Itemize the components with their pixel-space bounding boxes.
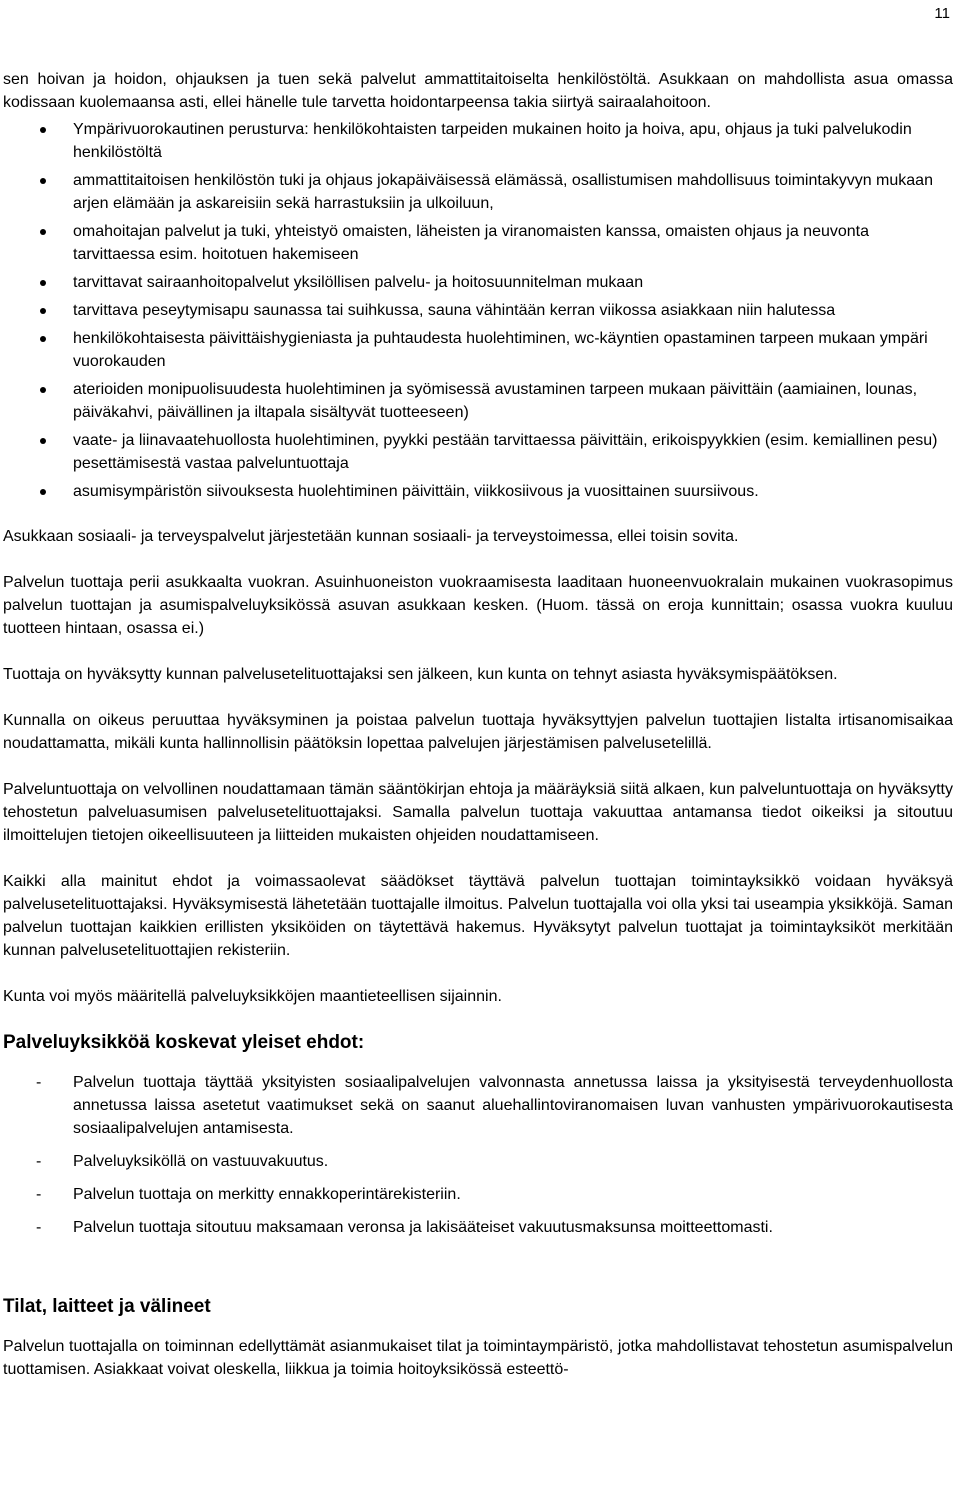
paragraph-revocation: Kunnalla on oikeus peruuttaa hyväksyminen ja poistaa palvelun tuottaja hyväksyttyjen palvelun tuottajien listalta irtisanomisaikaa noudattamatta, mikäli kunta hallinnollisin päätöksin lopettaa palvelujen järjestämisen palvelusetelillä. [3, 712, 953, 752]
list-item: asumisympäristön siivouksesta huolehtiminen päivittäin, viikkosiivous ja vuosittainen suursiivous. [3, 480, 953, 503]
paragraph-obligations: Palveluntuottaja on velvollinen noudattamaan tämän sääntökirjan ehtoja ja määräyksiä siitä alkaen, kun palveluntuottaja on hyväksytty tehostetun palveluasumisen palvelusetelituottajaksi. Samalla palvelun tuottaja vakuuttaa antamansa tiedot oikeiksi ja sitoutuu ilmoittelujen tietojen oikeellisuuteen ja liitteiden mukaisten ohjeiden noudattamiseen. [3, 781, 953, 844]
list-item: tarvittavat sairaanhoitopalvelut yksilöllisen palvelu- ja hoitosuunnitelman mukaan [3, 271, 953, 294]
paragraph-location: Kunta voi myös määritellä palveluyksikköjen maantieteellisen sijainnin. [3, 988, 502, 1005]
section-heading-general-conditions: Palveluyksikköä koskevat yleiset ehdot: [3, 1032, 365, 1053]
list-item: - Palveluyksiköllä on vastuuvakuutus. [3, 1150, 953, 1173]
paragraph-health-services: Asukkaan sosiaali- ja terveyspalvelut järjestetään kunnan sosiaali- ja terveystoimessa, ellei toisin sovita. [3, 528, 739, 545]
section-heading-facilities: Tilat, laitteet ja välineet [3, 1296, 211, 1317]
list-item: - Palvelun tuottaja täyttää yksityisten sosiaalipalvelujen valvonnasta annetussa laissa ja yksityisestä terveydenhuollosta annetussa laissa asetetut vaatimukset sekä on saanut aluehallintoviranomaisen luvan vanhusten ympärivuorokautisesta sosiaalipalvelujen antamisesta. [3, 1071, 953, 1140]
paragraph-approval: Tuottaja on hyväksytty kunnan palvelusetelituottajaksi sen jälkeen, kun kunta on tehnyt asiasta hyväksymispäätöksen. [3, 666, 838, 683]
list-item: - Palvelun tuottaja sitoutuu maksamaan veronsa ja lakisääteiset vakuutusmaksunsa moitteettomasti. [3, 1216, 953, 1239]
document-body [3, 68, 953, 1404]
list-item: henkilökohtaisesta päivittäishygieniasta ja puhtaudesta huolehtiminen, wc-käyntien opastaminen tarpeen mukaan ympäri vuorokauden [3, 327, 953, 373]
list-item: vaate- ja liinavaatehuollosta huolehtiminen, pyykki pestään tarvittaessa päivittäin, erikoispyykkien (esim. kemiallinen pesu) pesettämisestä vastaa palveluntuottaja [3, 429, 953, 475]
list-item: ammattitaitoisen henkilöstön tuki ja ohjaus jokapäiväisessä elämässä, osallistumisen mahdollisuus toimintakyvyn mukaan arjen elämään ja askareisiin sekä harrastuksiin ja ulkoiluun, [3, 169, 953, 215]
paragraph-conditions: Kaikki alla mainitut ehdot ja voimassaolevat säädökset täyttävä palvelun tuottajan toimintayksikkö voidaan hyväksyä palvelusetelituottajaksi. Hyväksymisestä lähetetään tuottajalle ilmoitus. Palvelun tuottajalla voi olla yksi tai useampia yksikköjä. Saman palvelun tuottajan kaikkien erillisten yksiköiden on täytettävä hakemus. Hyväksytyt palvelun tuottajat ja toimintayksiköt merkitään kunnan palvelusetelituottajien rekisteriin. [3, 873, 953, 959]
list-item: tarvittava peseytymisapu saunassa tai suihkussa, sauna vähintään kerran viikossa asiakkaan niin halutessa [3, 299, 953, 322]
list-item: Ympärivuorokautinen perusturva: henkilökohtaisten tarpeiden mukainen hoito ja hoiva, apu, ohjaus ja tuki palvelukodin henkilöstöltä [3, 118, 953, 164]
list-item: omahoitajan palvelut ja tuki, yhteistyö omaisten, läheisten ja viranomaisten kanssa, omaisten ohjaus ja neuvonta tarvittaessa esim. hoitotuen hakemiseen [3, 220, 953, 266]
service-bullet-list [3, 118, 953, 503]
list-item: aterioiden monipuolisuudesta huolehtiminen ja syömisessä avustaminen tarpeen mukaan päivittäin (aamiainen, lounas, päiväkahvi, päivällinen ja iltapala sisältyvät tuotteeseen) [3, 378, 953, 424]
paragraph-rent: Palvelun tuottaja perii asukkaalta vuokran. Asuinhuoneiston vuokraamisesta laaditaan huoneenvuokralain mukainen vuokrasopimus palvelun tuottajan ja asumispalveluyksikössä asuvan asukkaan kesken. (Huom. tässä on eroja kunnittain; osassa vuokra kuuluu tuotteen hintaan, osassa ei.) [3, 574, 953, 637]
list-item: - Palvelun tuottaja on merkitty ennakkoperintärekisteriin. [3, 1183, 953, 1206]
intro-paragraph: sen hoivan ja hoidon, ohjauksen ja tuen sekä palvelut ammattitaitoiselta henkilöstöltä. Asukkaan on mahdollista asua omassa kodissaan kuolemaansa asti, ellei hänelle tule tarvetta hoidontarpeensa takia siirtyä sairaalahoitoon. [3, 71, 953, 111]
paragraph-facilities: Palvelun tuottajalla on toiminnan edellyttämät asianmukaiset tilat ja toimintaympäristö, jotka mahdollistavat tehostetun asumispalvelun tuottamisen. Asiakkaat voivat oleskella, liikkua ja toimia hoitoyksikössä esteettö- [3, 1338, 953, 1378]
page-number: 11 [934, 5, 950, 22]
general-conditions-list [3, 1071, 953, 1239]
